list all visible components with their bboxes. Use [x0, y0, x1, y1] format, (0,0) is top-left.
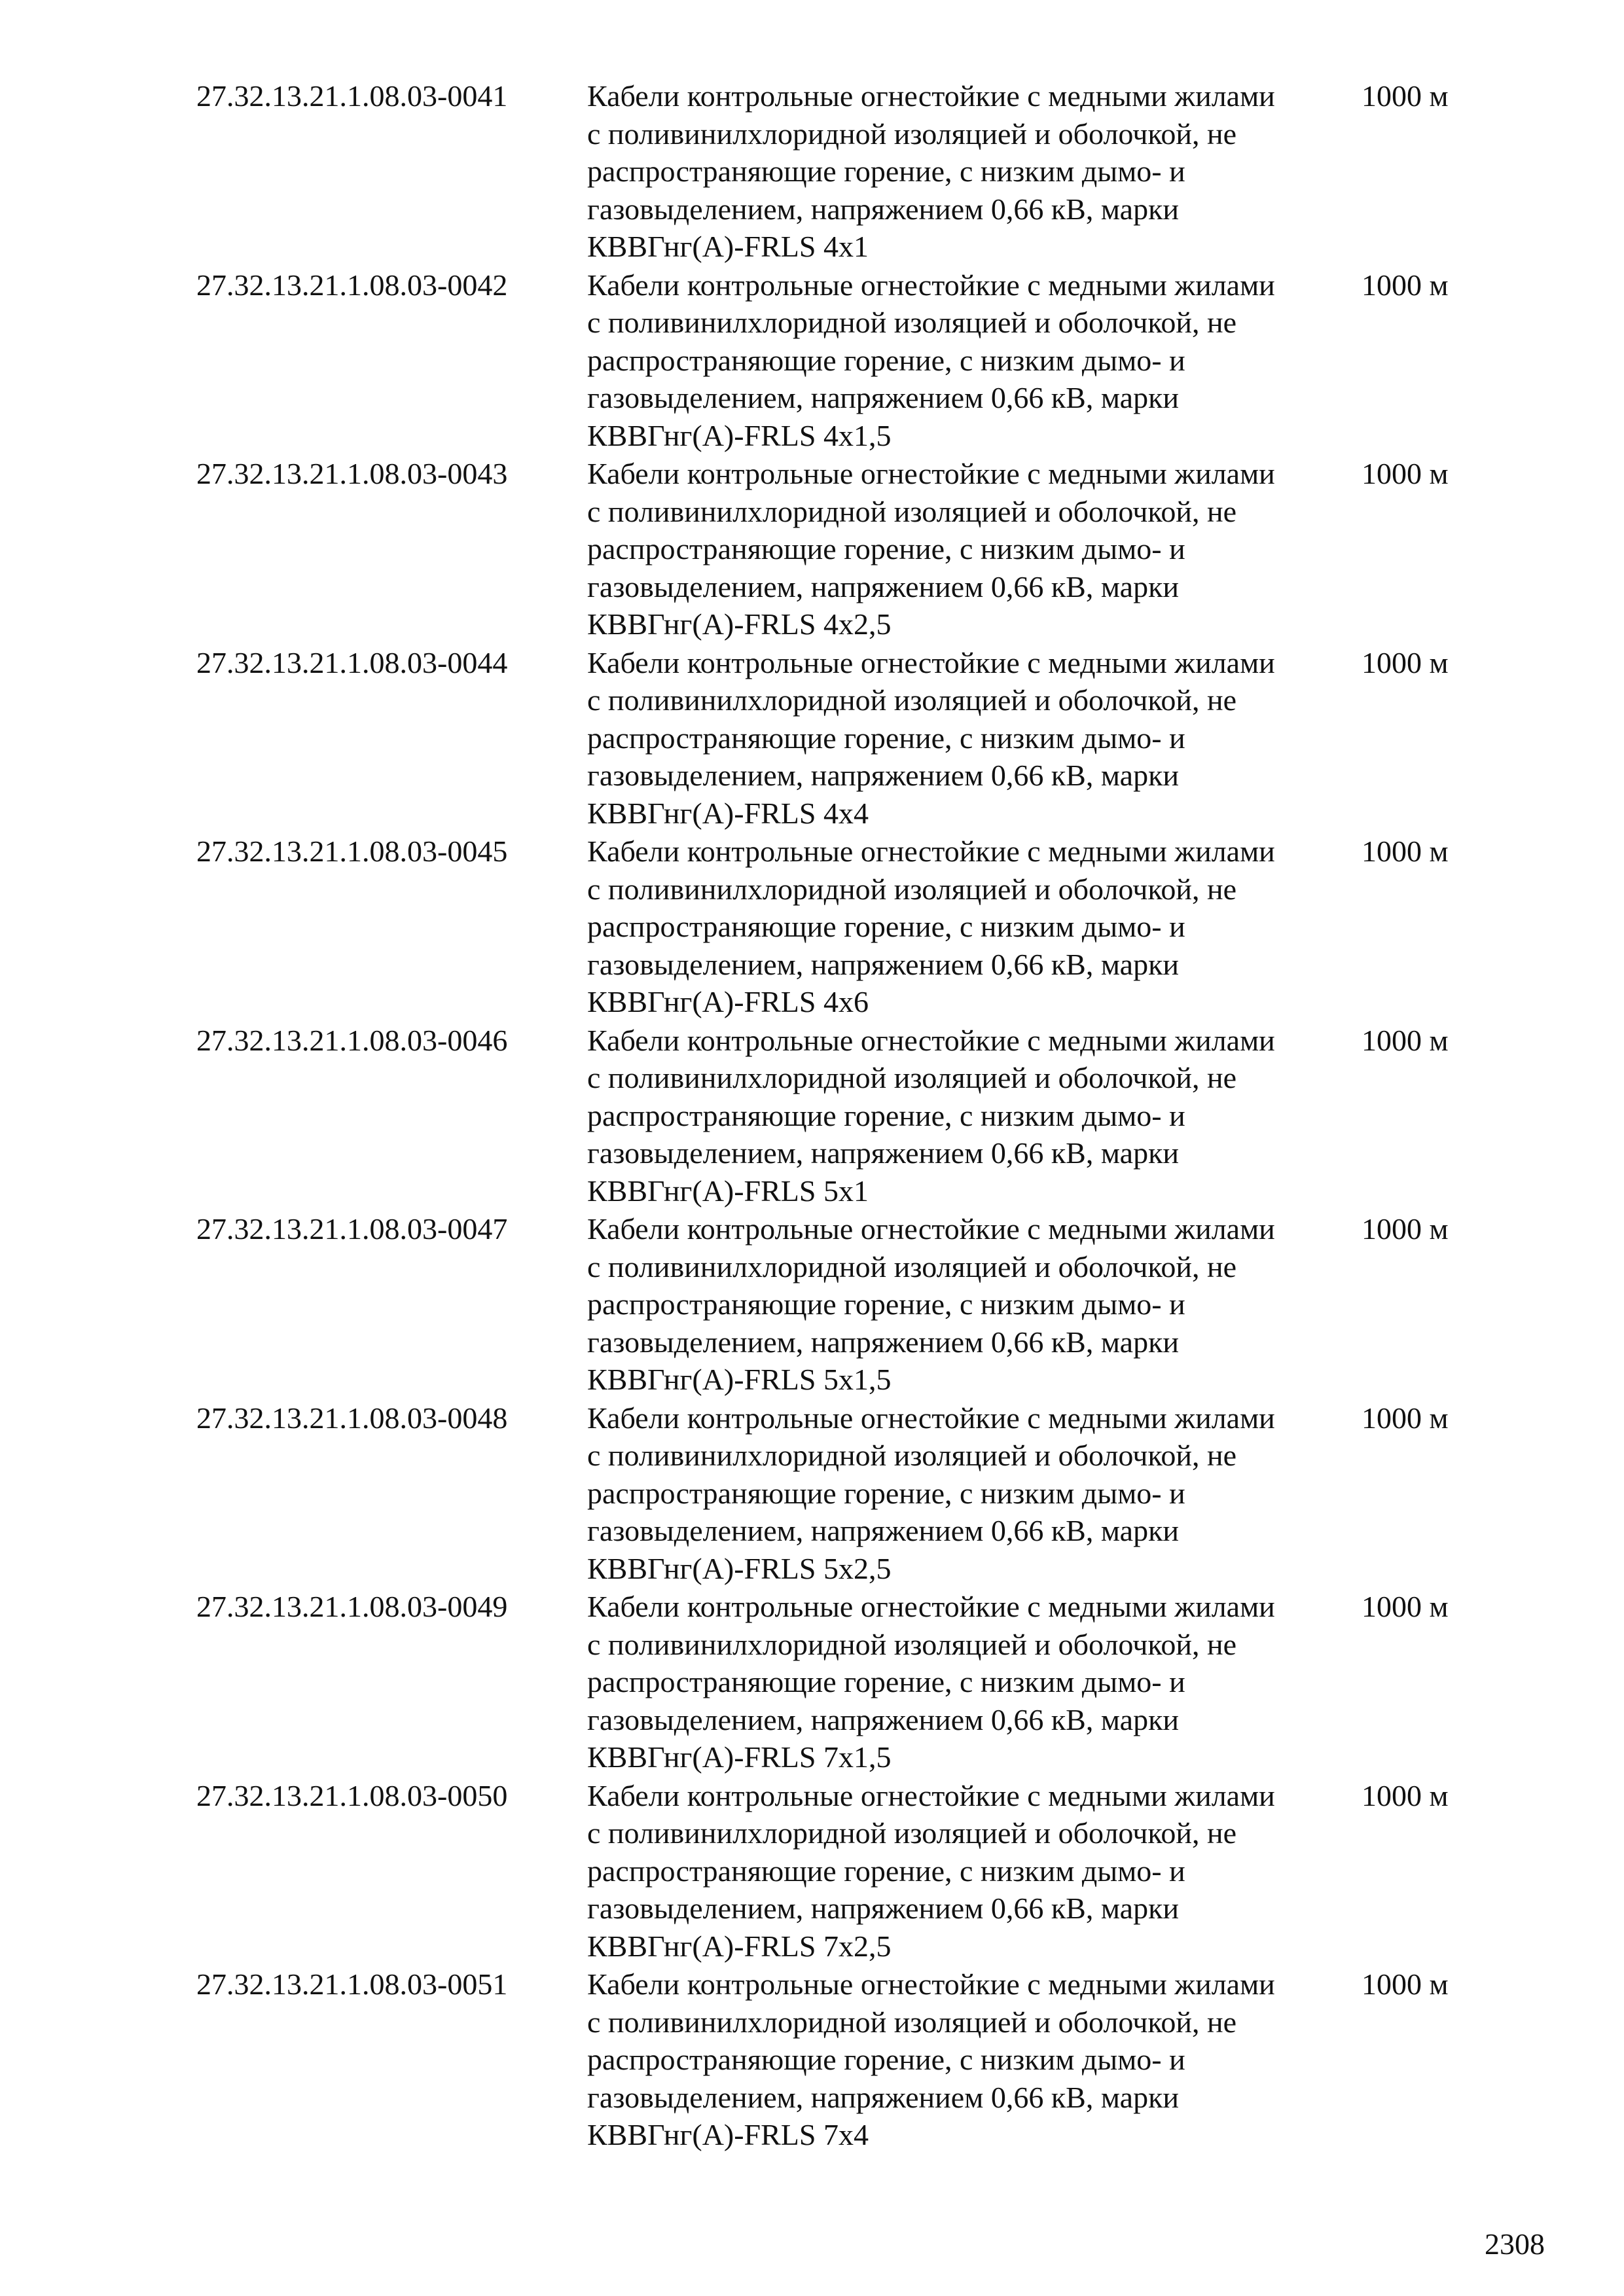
- description-line: газовыделением, напряжением 0,66 кВ, марки: [587, 2080, 1180, 2114]
- resource-code: 27.32.13.21.1.08.03-0044: [196, 645, 508, 679]
- description-line: КВВГнг(А)-FRLS 5x1: [587, 1174, 869, 1208]
- description-line: Кабели контрольные огнестойкие с медными жилами: [587, 1590, 1275, 1623]
- unit-of-measure: 1000 м: [1362, 79, 1449, 113]
- table-row: [196, 1399, 1479, 1588]
- description-line: распространяющие горение, с низким дымо- и: [587, 154, 1185, 188]
- description-line: распространяющие горение, с низким дымо- и: [587, 910, 1185, 943]
- description-line: с поливинилхлоридной изоляцией и оболочкой, не: [587, 117, 1237, 151]
- description-line: газовыделением, напряжением 0,66 кВ, марки: [587, 1892, 1180, 1925]
- description-line: КВВГнг(А)-FRLS 4x2,5: [587, 607, 892, 641]
- table-row: [196, 77, 1479, 266]
- unit-of-measure: 1000 м: [1362, 1212, 1449, 1246]
- description-line: Кабели контрольные огнестойкие с медными жилами: [587, 834, 1275, 868]
- table-row: [196, 266, 1479, 456]
- description-line: распространяющие горение, с низким дымо- и: [587, 1665, 1185, 1698]
- description-line: Кабели контрольные огнестойкие с медными жилами: [587, 1778, 1275, 1812]
- unit-of-measure: 1000 м: [1362, 457, 1449, 490]
- description-line: Кабели контрольные огнестойкие с медными жилами: [587, 1967, 1275, 2001]
- resource-code: 27.32.13.21.1.08.03-0046: [196, 1023, 508, 1057]
- description-line: с поливинилхлоридной изоляцией и оболочкой, не: [587, 1061, 1237, 1094]
- description-line: газовыделением, напряжением 0,66 кВ, марки: [587, 1136, 1180, 1170]
- description-line: с поливинилхлоридной изоляцией и оболочкой, не: [587, 306, 1237, 339]
- resource-code: 27.32.13.21.1.08.03-0049: [196, 1590, 508, 1623]
- description-line: с поливинилхлоридной изоляцией и оболочкой, не: [587, 1249, 1237, 1283]
- table-row: [196, 644, 1479, 833]
- description-line: с поливинилхлоридной изоляцией и оболочкой, не: [587, 1627, 1237, 1661]
- resource-code: 27.32.13.21.1.08.03-0048: [196, 1401, 508, 1435]
- resource-code: 27.32.13.21.1.08.03-0050: [196, 1778, 508, 1812]
- description-line: КВВГнг(А)-FRLS 4x6: [587, 985, 869, 1018]
- description-line: распространяющие горение, с низким дымо- и: [587, 532, 1185, 565]
- unit-of-measure: 1000 м: [1362, 645, 1449, 679]
- description-line: с поливинилхлоридной изоляцией и оболочкой, не: [587, 1816, 1237, 1850]
- description-line: КВВГнг(А)-FRLS 5x2,5: [587, 1551, 892, 1585]
- description-line: с поливинилхлоридной изоляцией и оболочкой, не: [587, 872, 1237, 906]
- table-row: [196, 1022, 1479, 1211]
- description-line: с поливинилхлоридной изоляцией и оболочкой, не: [587, 494, 1237, 528]
- description-line: КВВГнг(А)-FRLS 7x2,5: [587, 1929, 892, 1963]
- unit-of-measure: 1000 м: [1362, 834, 1449, 868]
- table-row: [196, 1210, 1479, 1399]
- description-line: КВВГнг(А)-FRLS 4x1,5: [587, 418, 892, 452]
- description-line: с поливинилхлоридной изоляцией и оболочкой, не: [587, 2005, 1237, 2039]
- description-line: КВВГнг(А)-FRLS 4x4: [587, 796, 869, 830]
- description-line: Кабели контрольные огнестойкие с медными жилами: [587, 1401, 1275, 1435]
- unit-of-measure: 1000 м: [1362, 1590, 1449, 1623]
- description-line: газовыделением, напряжением 0,66 кВ, марки: [587, 947, 1180, 981]
- unit-of-measure: 1000 м: [1362, 1778, 1449, 1812]
- resource-code: 27.32.13.21.1.08.03-0045: [196, 834, 508, 868]
- description-line: газовыделением, напряжением 0,66 кВ, марки: [587, 1702, 1180, 1736]
- page-number: 2308: [1485, 2227, 1545, 2261]
- description-line: распространяющие горение, с низким дымо- и: [587, 721, 1185, 755]
- description-line: распространяющие горение, с низким дымо- и: [587, 1098, 1185, 1132]
- resource-code: 27.32.13.21.1.08.03-0041: [196, 79, 508, 113]
- unit-of-measure: 1000 м: [1362, 1023, 1449, 1057]
- description-line: Кабели контрольные огнестойкие с медными жилами: [587, 457, 1275, 490]
- resource-code: 27.32.13.21.1.08.03-0042: [196, 268, 508, 302]
- description-line: газовыделением, напряжением 0,66 кВ, марки: [587, 759, 1180, 792]
- description-line: с поливинилхлоридной изоляцией и оболочкой, не: [587, 683, 1237, 717]
- resource-code: 27.32.13.21.1.08.03-0043: [196, 457, 508, 490]
- table-row: [196, 1965, 1479, 2155]
- description-line: распространяющие горение, с низким дымо- и: [587, 343, 1185, 377]
- description-line: Кабели контрольные огнестойкие с медными жилами: [587, 1023, 1275, 1057]
- table-row: [196, 1777, 1479, 1966]
- table-row: [196, 833, 1479, 1022]
- description-line: газовыделением, напряжением 0,66 кВ, марки: [587, 569, 1180, 603]
- unit-of-measure: 1000 м: [1362, 1967, 1449, 2001]
- unit-of-measure: 1000 м: [1362, 268, 1449, 302]
- resource-code: 27.32.13.21.1.08.03-0047: [196, 1212, 508, 1246]
- description-line: КВВГнг(А)-FRLS 5x1,5: [587, 1363, 892, 1396]
- description-line: Кабели контрольные огнестойкие с медными жилами: [587, 79, 1275, 113]
- description-line: распространяющие горение, с низким дымо- и: [587, 1854, 1185, 1888]
- description-line: Кабели контрольные огнестойкие с медными жилами: [587, 268, 1275, 302]
- description-line: распространяющие горение, с низким дымо- и: [587, 1476, 1185, 1510]
- description-line: КВВГнг(А)-FRLS 4x1: [587, 230, 869, 263]
- description-line: газовыделением, напряжением 0,66 кВ, марки: [587, 192, 1180, 226]
- description-line: КВВГнг(А)-FRLS 7x1,5: [587, 1740, 892, 1774]
- table-row: [196, 1588, 1479, 1777]
- description-line: Кабели контрольные огнестойкие с медными жилами: [587, 1212, 1275, 1246]
- description-line: КВВГнг(А)-FRLS 7x4: [587, 2118, 869, 2151]
- description-line: распространяющие горение, с низким дымо- и: [587, 1287, 1185, 1321]
- description-line: газовыделением, напряжением 0,66 кВ, марки: [587, 1514, 1180, 1547]
- description-line: Кабели контрольные огнестойкие с медными жилами: [587, 645, 1275, 679]
- resource-catalog-table: [196, 77, 1479, 2155]
- unit-of-measure: 1000 м: [1362, 1401, 1449, 1435]
- description-line: газовыделением, напряжением 0,66 кВ, марки: [587, 381, 1180, 414]
- table-row: [196, 455, 1479, 644]
- resource-code: 27.32.13.21.1.08.03-0051: [196, 1967, 508, 2001]
- description-line: с поливинилхлоридной изоляцией и оболочкой, не: [587, 1439, 1237, 1472]
- description-line: распространяющие горение, с низким дымо- и: [587, 2043, 1185, 2076]
- description-line: газовыделением, напряжением 0,66 кВ, марки: [587, 1325, 1180, 1359]
